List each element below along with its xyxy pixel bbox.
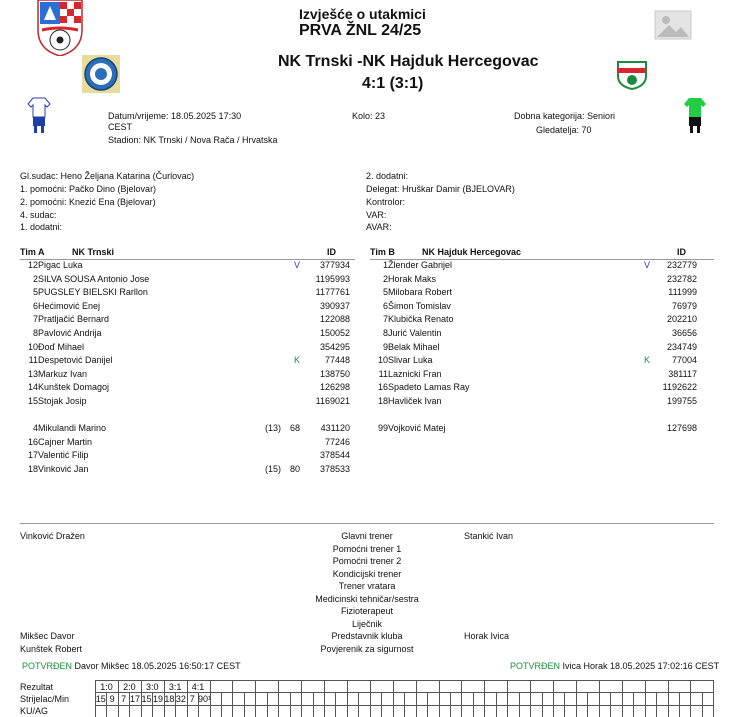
player-number: 2	[32, 273, 38, 284]
home-confirmation	[22, 661, 241, 671]
team-b-name: NK Hajduk Hercegovac	[422, 247, 522, 257]
grid-cell-border	[645, 680, 646, 717]
player-number: 17	[27, 450, 38, 461]
staff-role: Predstavnik kluba	[331, 631, 403, 641]
league-logo	[36, 0, 84, 56]
official-line: 1. pomoćni: Pačko Dino (Bjelovar)	[20, 184, 157, 194]
player-id: 234749	[666, 341, 697, 352]
player-id: 126298	[319, 382, 350, 393]
player-row	[350, 301, 735, 314]
player-name: Kunštek Domagoj	[38, 382, 110, 393]
player-name: Despetović Danijel	[38, 355, 113, 366]
score-cell: 3:1	[168, 682, 182, 692]
player-row	[350, 382, 735, 395]
player-number: 16	[27, 436, 38, 447]
player-name: Žlender Gabrijel	[388, 260, 453, 270]
player-id: 77004	[671, 355, 697, 366]
player-number: 14	[27, 382, 38, 393]
confirm-tag: POTVRĐEN	[22, 661, 73, 671]
player-number: 6	[32, 300, 38, 311]
grid-cell-border	[610, 692, 611, 717]
substitute-row	[0, 464, 360, 477]
player-id: 378544	[319, 450, 350, 461]
player-row	[0, 301, 360, 314]
player-id: 77246	[324, 436, 350, 447]
player-name: SILVA SOUSA Antonio Jose	[38, 273, 150, 284]
player-id: 76979	[671, 300, 697, 311]
confirm-text: Davor Mikšec 18.05.2025 16:50:17 CEST	[74, 661, 241, 671]
goalkeeper-marker: V	[294, 260, 301, 270]
results-label: Rezultat	[20, 682, 54, 692]
player-row	[0, 314, 360, 327]
grid-cell-border	[381, 692, 382, 717]
grid-cell-border	[519, 692, 520, 717]
grid-cell-border	[530, 680, 531, 717]
player-number: 16	[377, 382, 388, 393]
official-line: Delegat: Hruškar Damir (BJELOVAR)	[366, 184, 515, 194]
score-cell: 3:0	[145, 682, 159, 692]
player-row	[350, 342, 735, 355]
match-timezone: CEST	[108, 122, 133, 132]
substitution-minute: 80	[290, 464, 301, 474]
grid-cell-border	[656, 692, 657, 717]
grid-cell-border	[232, 680, 233, 717]
player-row	[350, 396, 735, 409]
grid-cell-border	[713, 680, 714, 717]
player-name: Pigac Luka	[38, 260, 83, 270]
official-line: Kontrolor:	[366, 197, 406, 207]
home-staff-name: Vinković Dražen	[20, 531, 85, 541]
player-id: 354295	[319, 341, 350, 352]
grid-cell-border	[427, 692, 428, 717]
player-row	[350, 287, 735, 300]
player-number: 18	[377, 396, 388, 406]
player-number: 12	[27, 260, 38, 270]
player-id: 138750	[319, 368, 350, 379]
player-number: 99	[377, 423, 388, 434]
staff-section	[0, 530, 735, 658]
grid-cell-border	[324, 680, 325, 717]
player-row	[0, 274, 360, 287]
grid-cell-border	[313, 692, 314, 717]
player-row	[0, 260, 360, 273]
home-staff-name: Kunštek Robert	[20, 643, 83, 654]
grid-cell-border	[255, 680, 256, 717]
staff-divider	[20, 523, 714, 524]
grid-cell-border	[702, 692, 703, 717]
team-a-label: Tim A	[20, 247, 45, 257]
player-number: 11	[28, 355, 38, 366]
player-name: Slivar Luka	[388, 355, 433, 366]
goalkeeper-marker: V	[644, 260, 651, 270]
grid-cell-border	[622, 680, 623, 717]
grid-cell-border	[496, 692, 497, 717]
grid-cell-border	[439, 680, 440, 717]
staff-role: Kondicijski trener	[332, 568, 402, 579]
grid-cell-border	[484, 680, 485, 717]
player-row	[0, 342, 360, 355]
score-cell: 2:0	[123, 682, 136, 692]
player-number: 7	[32, 314, 38, 325]
grid-cell-border	[416, 680, 417, 717]
player-number: 5	[32, 287, 38, 298]
player-row	[0, 287, 360, 300]
substitute-row	[0, 450, 360, 463]
player-number: 11	[378, 368, 388, 379]
official-line: 4. sudac:	[20, 210, 57, 220]
official-line: 2. dodatni:	[366, 171, 409, 181]
scorer-minute: 17	[130, 694, 141, 704]
grid-cell-border	[301, 680, 302, 717]
substitute-row	[0, 437, 360, 450]
grid-cell-border	[450, 692, 451, 717]
confirm-tag: POTVRĐEN	[510, 661, 561, 671]
captain-marker: K	[644, 355, 651, 366]
match-datetime: Datum/vrijeme: 18.05.2025 17:30	[108, 111, 242, 121]
substitute-row	[350, 423, 735, 436]
staff-role: Trener vratara	[338, 581, 396, 591]
player-row	[0, 328, 360, 341]
player-row	[0, 382, 360, 395]
player-id: 1195993	[315, 273, 350, 284]
away-staff-name: Stankić Ivan	[464, 531, 514, 541]
player-number: 6	[382, 300, 388, 311]
official-line: 2. pomoćni: Knezić Ena (Bjelovar)	[20, 197, 156, 207]
player-row	[350, 314, 735, 327]
grid-cell-border	[473, 692, 474, 717]
substitute-row	[0, 423, 360, 436]
player-number: 8	[32, 328, 38, 338]
team-b-label: Tim B	[370, 247, 395, 257]
player-name: Klubička Renato	[388, 314, 454, 325]
score-cell: 1:0	[100, 682, 113, 692]
player-row	[350, 328, 735, 341]
away-confirmation	[510, 661, 719, 671]
competition-title: PRVA ŽNL 24/25	[299, 22, 422, 39]
player-id: 111999	[668, 287, 697, 298]
grid-cell-border	[542, 692, 543, 717]
player-number: 13	[27, 368, 38, 379]
match-stadium: Stadion: NK Trnski / Nova Rača / Hrvatska	[108, 135, 278, 145]
grid-cell-border	[267, 692, 268, 717]
player-row	[350, 260, 735, 273]
player-id: 431120	[320, 423, 350, 434]
grid-cell-border	[404, 692, 405, 717]
staff-role: Glavni trener	[341, 531, 393, 541]
scorer-minute: 32	[175, 694, 186, 704]
player-name: Pratljačić Bernard	[38, 314, 110, 325]
official-line: Gl.sudac: Heno Željana Katarina (Čurlovac)	[20, 171, 195, 181]
player-name: Milobara Robert	[388, 287, 453, 298]
grid-cell-border	[290, 692, 291, 717]
team-a-name: NK Trnski	[72, 247, 115, 257]
grid-cell-border	[564, 692, 565, 717]
player-id: 232779	[666, 260, 697, 270]
match-score: 4:1 (3:1)	[362, 75, 424, 92]
player-name: Spadeto Lamas Ray	[388, 382, 470, 393]
player-number: 9	[382, 341, 388, 352]
player-id: 378533	[319, 464, 350, 474]
scorers-label: Strijelac/Min	[20, 694, 70, 704]
player-name: Valentić Filip	[38, 450, 89, 461]
player-name: Markuz Ivan	[38, 368, 88, 379]
match-teams: NK Trnski -NK Hajduk Hercegovac	[278, 53, 539, 70]
staff-role: Pomoćni trener 2	[332, 556, 402, 566]
player-name: Vinković Jan	[38, 464, 89, 474]
grid-cell-border	[244, 692, 245, 717]
team-a-roster	[0, 259, 360, 479]
grid-cell-border	[507, 680, 508, 717]
player-number: 10	[27, 341, 38, 352]
spectators: Gledatelja: 70	[536, 125, 592, 135]
scorer-number: 15	[95, 694, 106, 704]
player-name: Horak Maks	[388, 273, 437, 284]
team-b-roster	[350, 259, 735, 479]
team-b-id-header: ID	[677, 247, 686, 257]
player-number: 5	[382, 287, 388, 298]
player-name: Šimon Tomislav	[388, 300, 451, 311]
player-name: Cajner Martin	[38, 436, 93, 447]
substitution-for: (13)	[265, 423, 282, 434]
grid-cell-border	[690, 680, 691, 717]
player-row	[350, 369, 735, 382]
officials-right	[366, 171, 696, 236]
report-title: Izvješće o utakmici	[299, 6, 426, 22]
player-id: 377934	[319, 260, 350, 270]
player-name: Hećimović Enej	[38, 300, 101, 311]
official-line: 1. dodatni:	[20, 222, 63, 232]
staff-role: Medicinski tehničar/sestra	[315, 593, 419, 604]
grid-cell-border	[668, 680, 669, 717]
grid-cell-border	[347, 680, 348, 717]
player-id: 77448	[324, 355, 350, 366]
player-row	[0, 396, 360, 409]
player-id: 127698	[666, 423, 697, 434]
player-name: Pavlović Andrija	[38, 328, 102, 338]
player-id: 1192622	[662, 382, 697, 393]
player-id: 1177761	[315, 287, 350, 298]
image-placeholder-icon	[654, 10, 692, 40]
staff-role: Liječnik	[351, 618, 383, 629]
player-number: 10	[377, 355, 388, 366]
player-name: Vojković Matej	[388, 423, 446, 434]
score-cell: 4:1	[191, 682, 205, 692]
player-id: 150052	[319, 328, 350, 338]
confirm-text: Ivica Horak 18.05.2025 17:02:16 CEST	[562, 661, 720, 671]
grid-cell-border	[633, 692, 634, 717]
player-number: 18	[27, 464, 38, 474]
away-club-logo	[616, 58, 648, 90]
player-id: 122088	[319, 314, 350, 325]
player-row	[0, 355, 360, 368]
grid-cell-border	[278, 680, 279, 717]
grid-cell-border	[335, 692, 336, 717]
player-id: 381117	[668, 368, 697, 379]
substitution-minute: 68	[290, 423, 301, 434]
player-name: Laznicki Fran	[388, 368, 442, 379]
grid-cell-border	[576, 680, 577, 717]
scorer-minute: 19	[152, 694, 163, 704]
scorer-number: 7	[189, 694, 195, 704]
player-number: 15	[27, 396, 38, 406]
grid-cell-border	[587, 692, 588, 717]
staff-role: Povjerenik za sigurnost	[320, 643, 414, 654]
player-row	[350, 355, 735, 368]
player-id: 232782	[666, 273, 697, 284]
player-number: 7	[382, 314, 388, 325]
player-name: Mikulandi Marino	[38, 423, 107, 434]
staff-role: Fizioterapeut	[340, 606, 394, 616]
official-line: VAR:	[366, 210, 387, 220]
player-name: Jurić Valentin	[388, 328, 442, 338]
grid-cell-border	[461, 680, 462, 717]
player-number: 1	[382, 260, 388, 270]
ku-ag-label: KU/AG	[20, 706, 49, 716]
player-name: Havliček Ivan	[388, 396, 442, 406]
player-id: 36656	[671, 328, 697, 338]
age-category: Dobna kategorija: Seniori	[514, 111, 616, 121]
grid-cell-border	[553, 680, 554, 717]
player-number: 4	[32, 423, 38, 434]
home-kit-icon	[27, 97, 51, 135]
player-id: 1169021	[315, 396, 350, 406]
player-number: 2	[382, 273, 388, 284]
grid-line	[95, 680, 713, 681]
player-name: Belak Mihael	[388, 341, 440, 352]
grid-cell-border	[599, 680, 600, 717]
scorer-number: 7	[121, 694, 127, 704]
home-staff-name: Mikšec Davor	[20, 631, 75, 641]
player-row	[0, 369, 360, 382]
scorer-number: 15	[141, 694, 152, 704]
player-id: 199755	[666, 396, 697, 406]
player-id: 390937	[319, 300, 350, 311]
captain-marker: K	[294, 355, 301, 366]
home-club-logo	[82, 55, 120, 93]
scorer-number: 18	[164, 694, 175, 704]
away-staff-name: Horak Ivica	[464, 631, 510, 641]
grid-cell-border	[358, 692, 359, 717]
scorer-minute: 9	[109, 694, 115, 704]
player-number: 8	[382, 328, 388, 338]
grid-cell-border	[393, 680, 394, 717]
player-name: PUGSLEY BIELSKI Rarllon	[38, 287, 148, 298]
results-grid	[95, 680, 715, 717]
away-kit-icon	[683, 97, 707, 135]
player-name: Stojak Josip	[38, 396, 87, 406]
staff-role: Pomoćni trener 1	[332, 543, 402, 554]
officials-left	[20, 171, 350, 236]
player-name: Đoď Mihael	[38, 341, 85, 352]
grid-cell-border	[370, 680, 371, 717]
scorer-minute: 90¹	[198, 694, 212, 704]
official-line: AVAR:	[366, 222, 392, 232]
match-round: Kolo: 23	[352, 111, 386, 121]
player-row	[350, 274, 735, 287]
grid-cell-border	[221, 692, 222, 717]
team-a-id-header: ID	[327, 247, 336, 257]
grid-cell-border	[679, 692, 680, 717]
substitution-for: (15)	[265, 464, 282, 474]
player-id: 202210	[666, 314, 697, 325]
